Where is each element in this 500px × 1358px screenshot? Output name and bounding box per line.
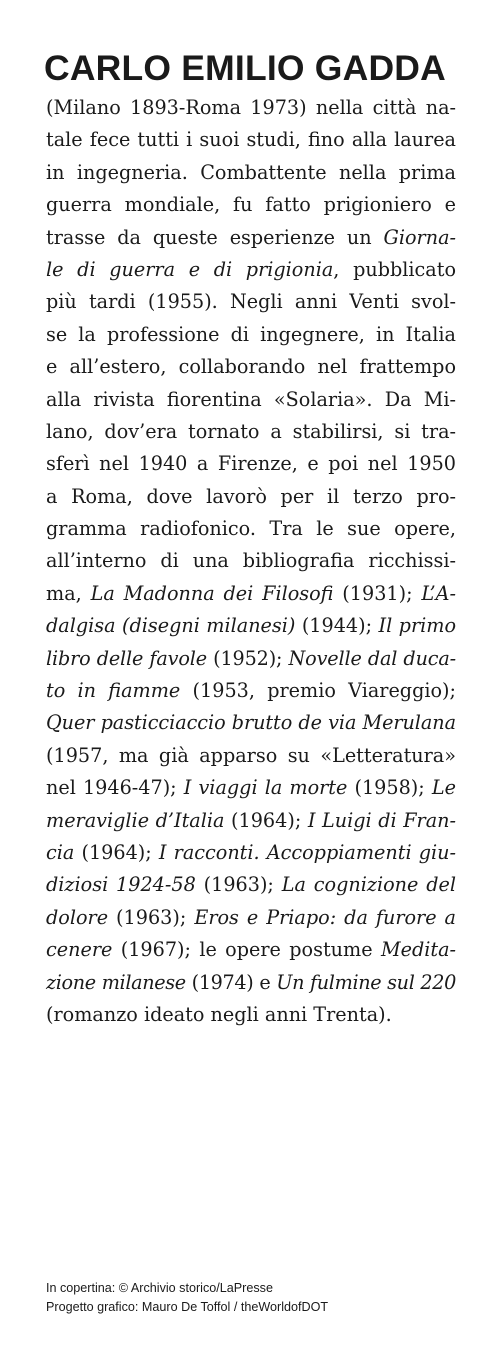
bio-text: all’interno di una bibliografia ricchissi- — [46, 549, 456, 573]
bio-text: , pubblicato — [333, 257, 456, 281]
bio-text: (1957, ma già apparso su «Letteratura» — [46, 743, 456, 767]
bio-text: guerra mondiale, fu fatto prigioniero e — [46, 193, 456, 217]
bio-work-title: Quer pasticciaccio brutto de via Merulana — [46, 711, 456, 735]
bio-text: (1953, premio Viareggio); — [180, 679, 457, 703]
bio-work-title: Giorna- — [383, 225, 456, 249]
bio-work-title: zione milanese — [46, 970, 186, 994]
bio-work-title: dolore — [46, 905, 109, 929]
bio-text: (1964); — [74, 840, 159, 864]
bio-line — [46, 610, 456, 642]
author-biography — [46, 92, 456, 1031]
bio-line — [46, 643, 456, 675]
bio-work-title: I racconti. Accoppiamenti giu- — [158, 840, 456, 864]
bio-text: e all’estero, collaborando nel frattempo — [46, 355, 456, 379]
bio-text: a Roma, dove lavorò per il terzo pro- — [46, 484, 456, 508]
author-name-heading: CARLO EMILIO GADDA — [44, 48, 446, 88]
bio-work-title: La Madonna dei Filosofi — [90, 581, 334, 605]
bio-line — [46, 545, 456, 577]
bio-line — [46, 805, 456, 837]
bio-work-title: Eros e Priapo: da furore a — [194, 905, 457, 929]
bio-line — [46, 675, 456, 707]
bio-work-title: Il primo — [378, 614, 456, 638]
bio-line — [46, 124, 456, 156]
bio-line — [46, 448, 456, 480]
bio-work-title: La cognizione del — [281, 873, 456, 897]
bio-line — [46, 967, 456, 999]
bio-text: (1944); — [295, 614, 379, 638]
bio-text: (1963); — [108, 905, 195, 929]
bio-line — [46, 999, 456, 1031]
bio-line — [46, 92, 456, 124]
bio-text: alla rivista fiorentina «Solaria». Da Mi- — [46, 387, 456, 411]
bio-work-title: cia — [46, 840, 75, 864]
bio-text: in ingegneria. Combattente nella prima — [46, 160, 456, 184]
bio-line — [46, 837, 456, 869]
bio-work-title: I Luigi di Fran- — [307, 808, 457, 832]
bio-work-title: L’A- — [421, 581, 456, 605]
bio-text: più tardi (1955). Negli anni Venti svol- — [46, 290, 456, 314]
bio-work-title: libro delle favole — [46, 646, 207, 670]
bio-line — [46, 351, 456, 383]
bio-work-title: Novelle dal duca- — [288, 646, 456, 670]
bio-text: (Milano 1893-Roma 1973) nella città na- — [46, 96, 456, 119]
bio-line — [46, 416, 456, 448]
bio-text: (1952); — [206, 646, 289, 670]
bio-line — [46, 869, 456, 901]
bio-line — [46, 772, 456, 804]
bio-line — [46, 286, 456, 318]
bio-text: (1931); — [333, 581, 422, 605]
bio-text: (1974) e — [185, 970, 277, 994]
bio-text: ma, — [46, 581, 91, 605]
bio-line — [46, 189, 456, 221]
bio-work-title: diziosi 1924-58 — [46, 873, 196, 897]
bio-text: (1964); — [224, 808, 308, 832]
bio-line — [46, 934, 456, 966]
bio-text: se la professione di ingegnere, in Italia — [46, 322, 456, 346]
bio-text: (1958); — [347, 776, 432, 800]
bio-work-title: Le — [431, 776, 456, 800]
credits-block — [46, 1279, 328, 1317]
bio-work-title: I viaggi la morte — [183, 776, 348, 800]
bio-work-title: dalgisa (disegni milanesi) — [46, 614, 296, 638]
bio-work-title: Un fulmine sul 220 — [276, 970, 456, 994]
bio-text: (romanzo ideato negli anni Trenta). — [46, 1002, 392, 1026]
cover-credit: In copertina: © Archivio storico/LaPresse — [46, 1281, 273, 1295]
bio-text: tale fece tutti i suoi studi, fino alla laurea — [46, 128, 456, 152]
bio-line — [46, 578, 456, 610]
bio-text: nel 1946-47); — [46, 776, 184, 800]
bio-text: (1967); le opere postume — [112, 938, 381, 962]
bio-line — [46, 319, 456, 351]
bio-text: lano, dov’era tornato a stabilirsi, si tra- — [46, 419, 456, 443]
bio-work-title: cenere — [46, 938, 113, 962]
bio-line — [46, 740, 456, 772]
bio-line — [46, 222, 456, 254]
bio-work-title: Medita- — [380, 938, 456, 962]
bio-work-title: le di guerra e di prigionia — [46, 257, 334, 281]
bio-work-title: to in fiamme — [46, 679, 181, 703]
bio-text: gramma radiofonico. Tra le sue opere, — [46, 517, 456, 541]
bio-line — [46, 481, 456, 513]
bio-text: sferì nel 1940 a Firenze, e poi nel 1950 — [46, 452, 456, 476]
bio-text: trasse da queste esperienze un — [46, 225, 384, 249]
bio-line — [46, 254, 456, 286]
bio-line — [46, 513, 456, 545]
bio-line — [46, 902, 456, 934]
bio-line — [46, 157, 456, 189]
bio-line — [46, 707, 456, 739]
bio-line — [46, 384, 456, 416]
bio-text: (1963); — [195, 873, 282, 897]
design-credit: Progetto grafico: Mauro De Toffol / theWorldofDOT — [46, 1300, 329, 1314]
bio-work-title: meraviglie d’Italia — [46, 808, 225, 832]
